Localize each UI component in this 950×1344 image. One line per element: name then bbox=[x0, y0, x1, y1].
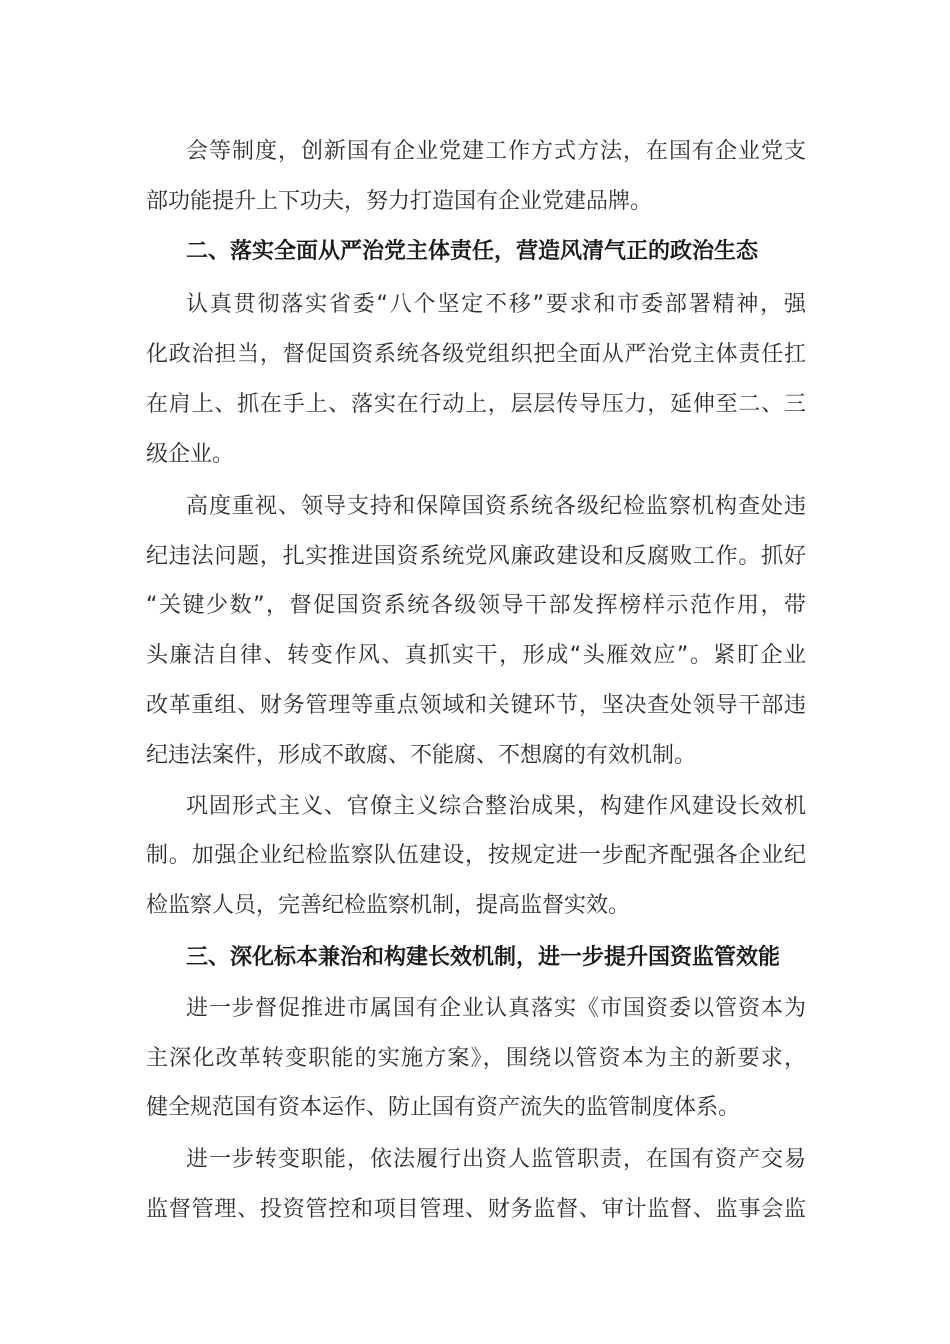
paragraph-line: 高度重视、领导支持和保障国资系统各级纪检监察机构查处违 bbox=[186, 494, 806, 519]
paragraph-line: 化政治担当，督促国资系统各级党组织把全面从严治党主体责任扛 bbox=[146, 342, 806, 367]
paragraph-line: 主深化改革转变职能的实施方案》，围绕以管资本为主的新要求， bbox=[146, 1046, 806, 1071]
paragraph-line: 进一步督促推进市属国有企业认真落实《市国资委以管资本为 bbox=[186, 996, 806, 1021]
paragraph-line: 级企业。 bbox=[146, 442, 235, 467]
section-heading-2: 二、落实全面从严治党主体责任，营造风清气正的政治生态 bbox=[186, 239, 759, 264]
paragraph-line: 改革重组、财务管理等重点领域和关键环节，坚决查处领导干部违 bbox=[146, 693, 806, 718]
paragraph-line: 进一步转变职能，依法履行出资人监管职责，在国有资产交易 bbox=[186, 1147, 806, 1172]
paragraph-line: 纪违法问题，扎实推进国资系统党风廉政建设和反腐败工作。抓好 bbox=[146, 544, 806, 569]
paragraph-line: 会等制度，创新国有企业党建工作方式方法，在国有企业党支 bbox=[186, 139, 806, 164]
section-heading-3: 三、深化标本兼治和构建长效机制，进一步提升国资监管效能 bbox=[186, 945, 781, 970]
paragraph-line: 认真贯彻落实省委“八个坚定不移”要求和市委部署精神，强 bbox=[186, 292, 806, 317]
paragraph-line: 制。加强企业纪检监察队伍建设，按规定进一步配齐配强各企业纪 bbox=[146, 843, 806, 868]
paragraph-line: 巩固形式主义、官僚主义综合整治成果，构建作风建设长效机 bbox=[186, 794, 806, 819]
paragraph-line: 纪违法案件，形成不敢腐、不能腐、不想腐的有效机制。 bbox=[146, 743, 697, 768]
paragraph-line: 检监察人员，完善纪检监察机制，提高监督实效。 bbox=[146, 893, 631, 918]
paragraph-line: 监督管理、投资管控和项目管理、财务监督、审计监督、监事会监 bbox=[146, 1197, 806, 1222]
paragraph-line: 头廉洁自律、转变作风、真抓实干，形成“头雁效应”。紧盯企业 bbox=[146, 643, 806, 668]
paragraph-line: 在肩上、抓在手上、落实在行动上，层层传导压力，延伸至二、三 bbox=[146, 392, 806, 417]
paragraph-line: 部功能提升上下功夫，努力打造国有企业党建品牌。 bbox=[146, 189, 653, 214]
paragraph-line: “关键少数”，督促国资系统各级领导干部发挥榜样示范作用，带 bbox=[146, 593, 806, 618]
paragraph-line: 健全规范国有资本运作、防止国有资产流失的监管制度体系。 bbox=[146, 1095, 741, 1120]
